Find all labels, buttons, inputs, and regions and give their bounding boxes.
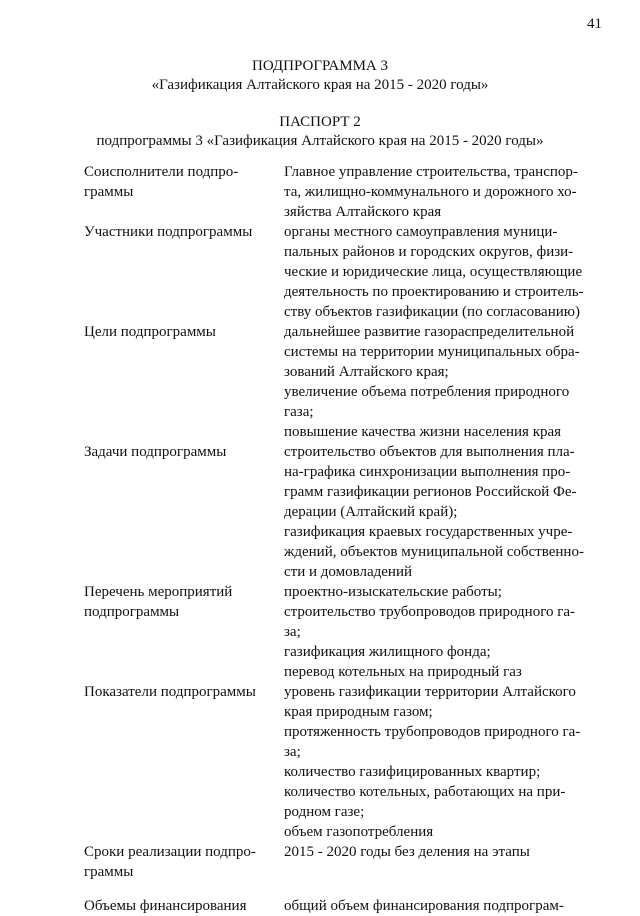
label-line: подпрограммы [84, 604, 180, 620]
value-line: дерации (Алтайский край); [284, 504, 458, 520]
passport-table [84, 162, 600, 916]
label-line: Участники подпрограммы [84, 224, 253, 240]
value-line: перевод котельных на природный газ [284, 664, 522, 680]
value-line: Главное управление строительства, транспор- [284, 164, 578, 180]
passport-row-label [84, 442, 284, 582]
value-line: за; [284, 624, 301, 640]
value-line: повышение качества жизни населения края [284, 424, 562, 440]
value-line: ческие и юридические лица, осуществляющие [284, 264, 583, 280]
subprogram-title: ПОДПРОГРАММА 3 [251, 58, 389, 74]
passport-title: ПАСПОРТ 2 [279, 114, 361, 130]
passport-row [84, 582, 600, 682]
value-line: общий объем финансирования подпрограм- [284, 898, 564, 914]
value-line: за; [284, 744, 301, 760]
passport-row-label [84, 842, 284, 896]
value-line: строительство трубопроводов природного га- [284, 604, 576, 620]
value-line: газа; [284, 404, 314, 420]
value-line: ству объектов газификации (по согласованию) [284, 304, 580, 320]
value-line: та, жилищно-коммунального и дорожного хо- [284, 184, 577, 200]
value-line: протяженность трубопроводов природного га- [284, 724, 581, 740]
passport-row [84, 162, 600, 222]
value-line: газификация краевых государственных учре- [284, 524, 573, 540]
value-line: органы местного самоуправления муници- [284, 224, 558, 240]
passport-row [84, 442, 600, 582]
passport-row [84, 682, 600, 842]
value-line: газификация жилищного фонда; [284, 644, 491, 660]
value-line: грамм газификации регионов Российской Фе- [284, 484, 577, 500]
label-line: Сроки реализации подпро- [84, 844, 256, 860]
passport-row-value [284, 162, 600, 222]
value-line: края природным газом; [284, 704, 433, 720]
value-line: объем газопотребления [284, 824, 434, 840]
passport-row-value [284, 222, 600, 322]
value-line: уровень газификации территории Алтайского [284, 684, 576, 700]
passport-row [84, 842, 600, 896]
label-line: Задачи подпрограммы [84, 444, 227, 460]
label-line: Соисполнители подпро- [84, 164, 239, 180]
value-line: зяйства Алтайского края [284, 204, 442, 220]
value-line: ждений, объектов муниципальной собственно- [284, 544, 584, 560]
passport-row-label [84, 582, 284, 682]
passport-row-label [84, 162, 284, 222]
label-line: граммы [84, 864, 134, 880]
value-line: проектно-изыскательские работы; [284, 584, 502, 600]
value-line: зований Алтайского края; [284, 364, 449, 380]
label-line: Цели подпрограммы [84, 324, 216, 340]
passport-row-value [284, 682, 600, 842]
passport-row-value [284, 582, 600, 682]
passport-row-label [84, 896, 284, 916]
label-line: Перечень мероприятий [84, 584, 233, 600]
value-line: количество котельных, работающих на при- [284, 784, 566, 800]
value-line: родном газе; [284, 804, 365, 820]
passport-row [84, 322, 600, 442]
passport-row-value [284, 896, 600, 916]
value-line: количество газифицированных квартир; [284, 764, 541, 780]
passport-row [84, 222, 600, 322]
label-line: Объемы финансирования [84, 898, 247, 914]
value-line: пальных районов и городских округов, физи- [284, 244, 574, 260]
value-line: 2015 - 2020 годы без деления на этапы [284, 844, 530, 860]
passport-row-label [84, 222, 284, 322]
passport-row-label [84, 322, 284, 442]
value-line: сти и домовладений [284, 564, 413, 580]
passport-row-value [284, 322, 600, 442]
passport-row-label [84, 682, 284, 842]
label-line: граммы [84, 184, 134, 200]
value-line: на-графика синхронизации выполнения про- [284, 464, 571, 480]
passport-row-value [284, 442, 600, 582]
passport-row [84, 896, 600, 916]
label-line: Показатели подпрограммы [84, 684, 256, 700]
value-line: дальнейшее развитие газораспределительной [284, 324, 575, 340]
value-line: системы на территории муниципальных обра- [284, 344, 580, 360]
subprogram-name: «Газификация Алтайского края на 2015 - 2020 годы» [151, 77, 489, 93]
page-number: 41 [587, 16, 602, 32]
passport-subtitle: подпрограммы 3 «Газификация Алтайского края на 2015 - 2020 годы» [96, 133, 544, 149]
value-line: увеличение объема потребления природного [284, 384, 570, 400]
value-line: строительство объектов для выполнения пла- [284, 444, 575, 460]
passport-row-value [284, 842, 600, 896]
value-line: деятельность по проектированию и строитель- [284, 284, 584, 300]
